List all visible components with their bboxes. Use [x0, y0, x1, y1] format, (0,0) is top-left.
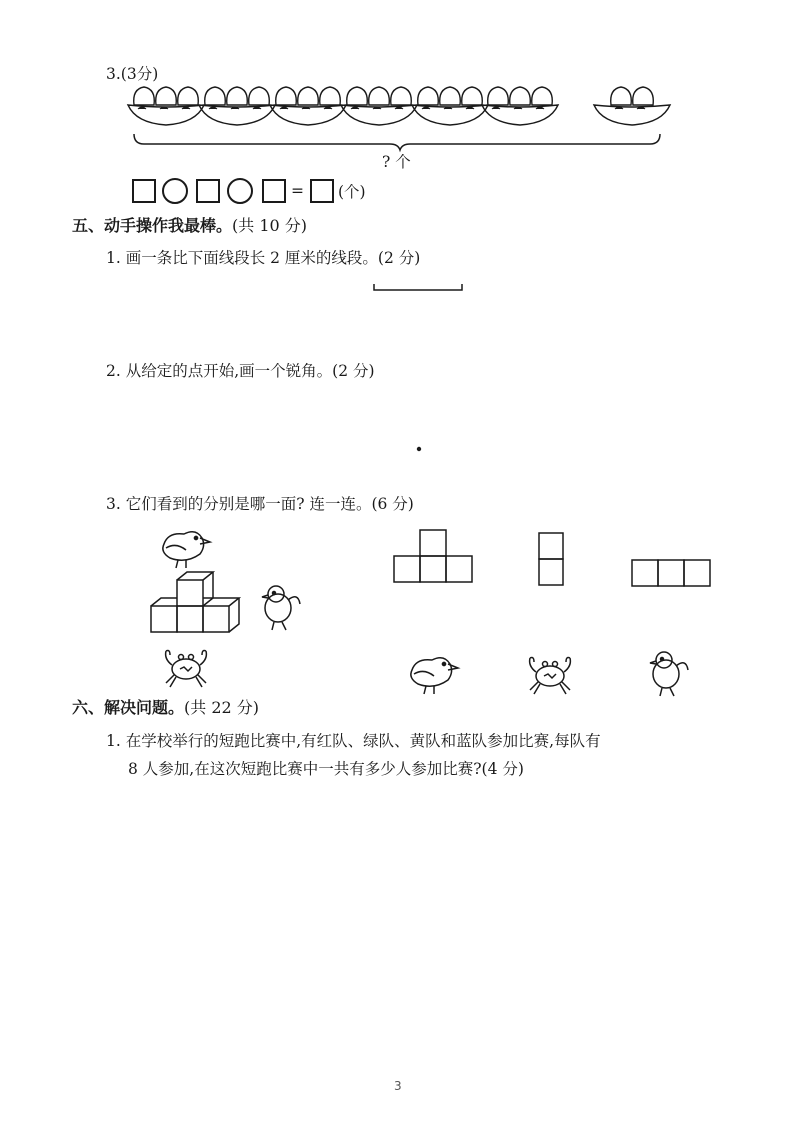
starting-point [416, 446, 422, 452]
section5-q3: 3. 它们看到的分别是哪一面? 连一连。(6 分) [106, 495, 414, 513]
section5-title: 五、动手操作我最棒。(共 10 分) [72, 216, 308, 235]
peach-plate-3 [270, 87, 346, 125]
q3-label: 3.(3分) [106, 65, 159, 83]
section6-q1-line1: 1. 在学校举行的短跑比赛中,有红队、绿队、黄队和蓝队参加比赛,每队有 [106, 732, 601, 750]
given-line-segment [372, 282, 472, 294]
peach-plate-1 [128, 87, 204, 125]
crab-match-icon[interactable] [522, 652, 578, 696]
operator-circle-1[interactable] [162, 178, 188, 204]
bird-left-icon [156, 522, 216, 572]
equals-sign: = [291, 182, 304, 200]
view-figure-row [630, 558, 714, 592]
peach-plate-5 [412, 87, 488, 125]
cube-stack-figure [147, 572, 247, 642]
brace-label: ? 个 [382, 153, 411, 171]
page-number: 3 [394, 1079, 402, 1093]
answer-box-result[interactable] [310, 179, 334, 203]
peach-plate-extra [594, 87, 670, 125]
unit-label: (个) [338, 183, 366, 201]
operator-circle-2[interactable] [227, 178, 253, 204]
total-brace [132, 132, 672, 152]
answer-box-2[interactable] [196, 179, 220, 203]
section6-title: 六、解决问题。(共 22 分) [72, 698, 260, 717]
view-figure-t-shape [392, 528, 482, 588]
crab-bottom-icon [158, 645, 214, 689]
peach-plate-6 [482, 87, 558, 125]
bird-front-match-icon[interactable] [646, 648, 690, 698]
answer-box-3[interactable] [262, 179, 286, 203]
peach-plate-4 [341, 87, 417, 125]
peach-plate-2 [199, 87, 275, 125]
bird-match-icon[interactable] [404, 648, 464, 698]
section5-q2: 2. 从给定的点开始,画一个锐角。(2 分) [106, 362, 375, 380]
answer-box-1[interactable] [132, 179, 156, 203]
bird-side-icon [258, 582, 302, 632]
section5-q1: 1. 画一条比下面线段长 2 厘米的线段。(2 分) [106, 249, 421, 267]
view-figure-column [536, 531, 570, 591]
section6-q1-line2: 8 人参加,在这次短跑比赛中一共有多少人参加比赛?(4 分) [128, 760, 524, 778]
